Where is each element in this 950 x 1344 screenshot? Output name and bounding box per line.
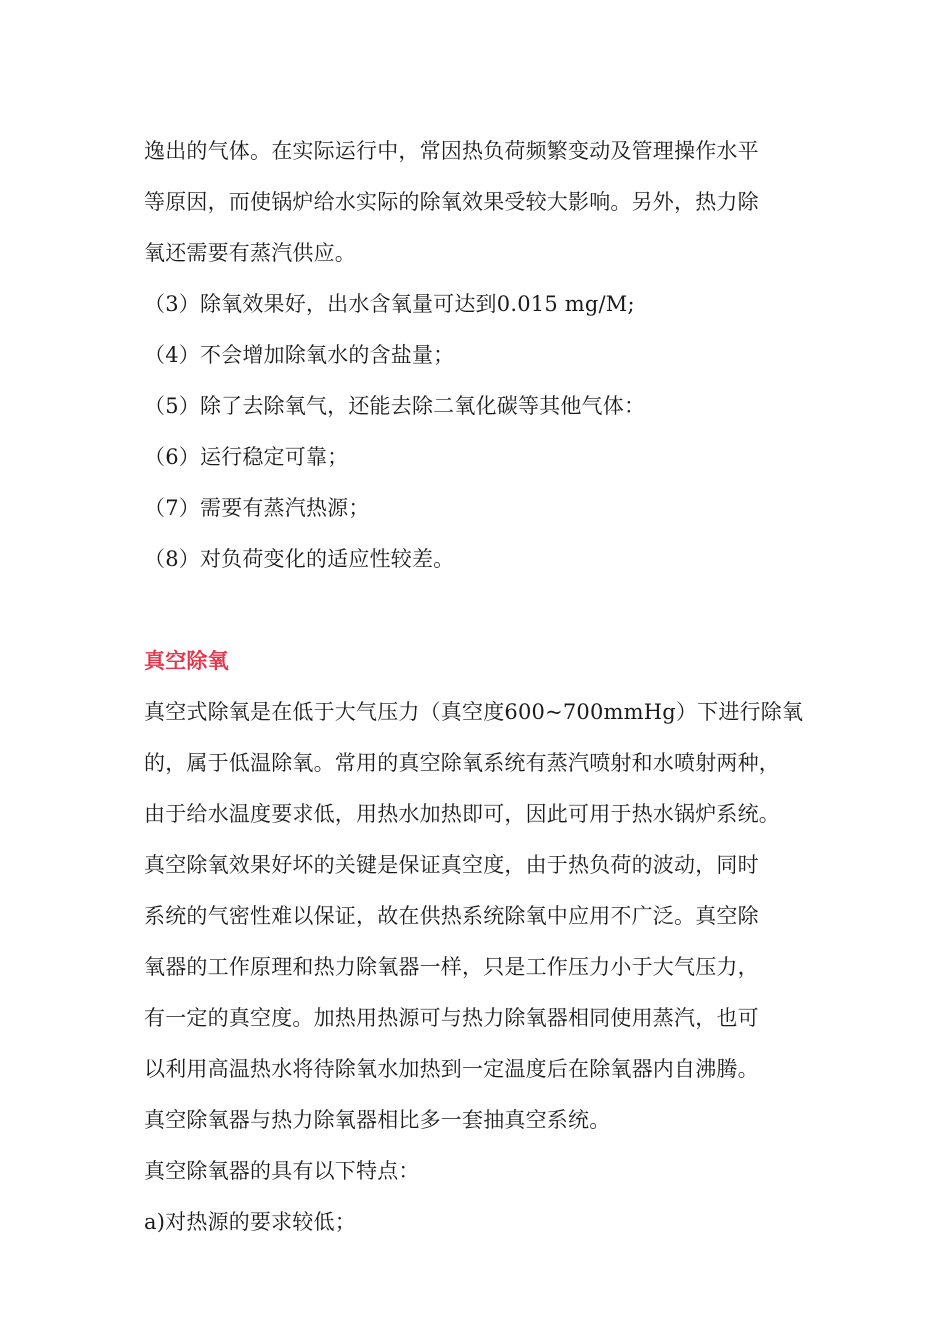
text-line: 氧还需要有蒸汽供应。 [144, 241, 356, 265]
list-item: （7）需要有蒸汽热源； [144, 496, 370, 520]
text-line: 以利用高温热水将待除氧水加热到一定温度后在除氧器内自沸腾。 [144, 1057, 759, 1081]
text-line: 的，属于低温除氧。常用的真空除氧系统有蒸汽喷射和水喷射两种， [144, 751, 780, 775]
text-line: 由于给水温度要求低，用热水加热即可，因此可用于热水锅炉系统。 [144, 802, 780, 826]
text-line: 氧器的工作原理和热力除氧器一样，只是工作压力小于大气压力， [144, 955, 759, 979]
text-line: 等原因，而使锅炉给水实际的除氧效果受较大影响。另外，热力除 [144, 190, 759, 214]
text-line: 真空除氧器的具有以下特点： [144, 1159, 420, 1183]
text-line: 有一定的真空度。加热用热源可与热力除氧器相同使用蒸汽，也可 [144, 1006, 759, 1030]
list-item: （4）不会增加除氧水的含盐量； [144, 343, 455, 367]
text-line: 真空式除氧是在低于大气压力（真空度600~700mmHg）下进行除氧 [144, 700, 804, 724]
list-item: （6）运行稳定可靠； [144, 445, 349, 469]
text-line: 真空除氧器与热力除氧器相比多一套抽真空系统。 [144, 1108, 611, 1132]
list-item: a)对热源的要求较低； [144, 1210, 356, 1234]
intro-paragraph [144, 126, 824, 279]
text-line: 系统的气密性难以保证，故在供热系统除氧中应用不广泛。真空除 [144, 904, 759, 928]
list-item: （3）除氧效果好，出水含氧量可达到0.015 mg/M; [144, 292, 635, 316]
text-line: 真空除氧效果好坏的关键是保证真空度，由于热负荷的波动，同时 [144, 853, 759, 877]
section-body [144, 687, 824, 1248]
list-item: （8）对负荷变化的适应性较差。 [144, 547, 455, 571]
text-line: 逸出的气体。在实际运行中，常因热负荷频繁变动及管理操作水平 [144, 139, 759, 163]
list-item: （5）除了去除氧气，还能去除二氧化碳等其他气体： [144, 394, 646, 418]
section-gap [144, 585, 824, 636]
features-list [144, 279, 824, 585]
section-heading: 真空除氧 [144, 649, 229, 673]
document-page [144, 126, 824, 1248]
